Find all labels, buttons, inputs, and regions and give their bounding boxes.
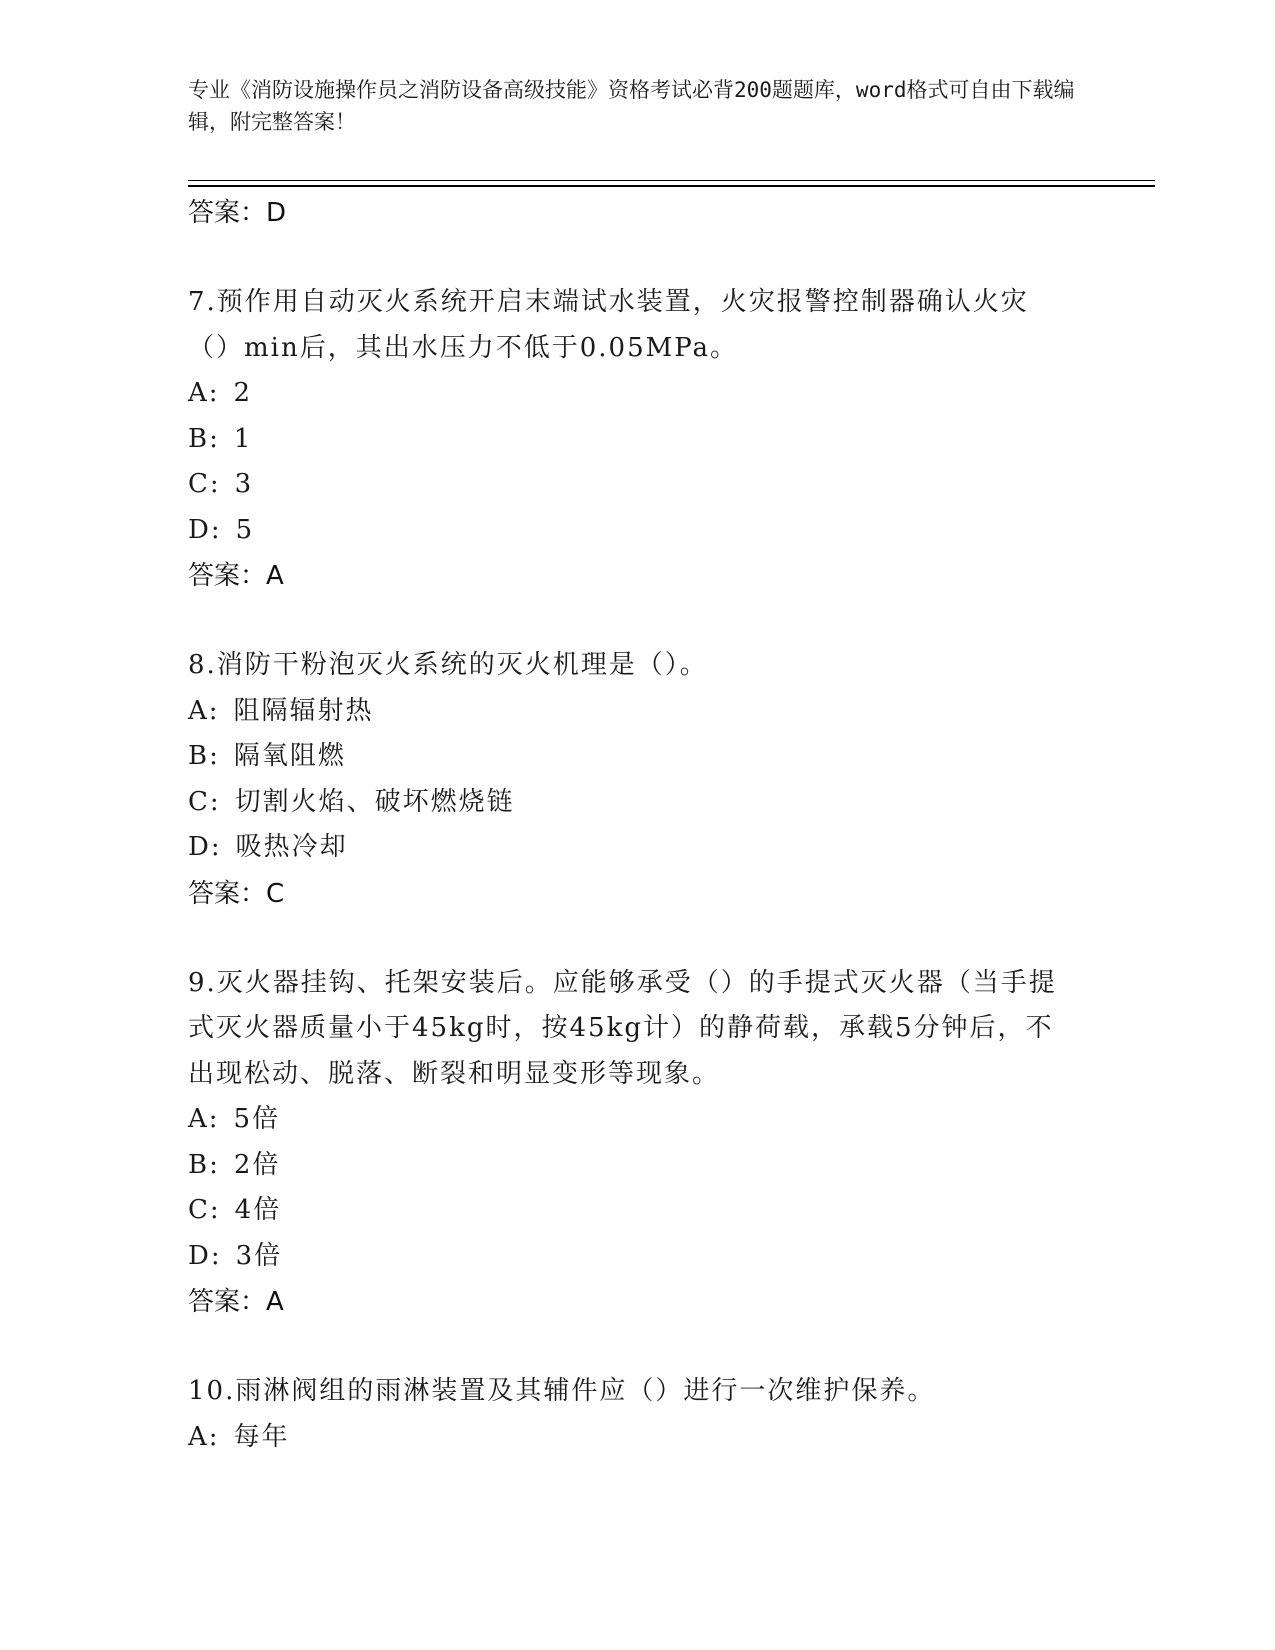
option-letter: A: (188, 1421, 220, 1452)
question-block-10 (188, 1369, 1068, 1460)
option-letter: B: (188, 423, 220, 454)
option-letter: A: (188, 695, 220, 726)
option-c (188, 462, 1068, 508)
option-text: 2倍 (233, 1149, 281, 1180)
option-letter: B: (188, 1149, 220, 1180)
option-d (188, 508, 1068, 554)
spacer (188, 599, 1068, 643)
option-letter: D: (188, 832, 222, 862)
question-text: 8.消防干粉泡灭火系统的灭火机理是（）。 (188, 650, 708, 680)
option-text: 每年 (233, 1421, 290, 1452)
option-letter: D: (188, 1240, 222, 1271)
option-b (188, 734, 1068, 780)
option-letter: A: (188, 1104, 220, 1134)
answer-text: 答案：A (188, 561, 284, 591)
option-a (188, 689, 1068, 735)
option-letter: A: (188, 378, 220, 408)
spacer (188, 917, 1068, 961)
option-b (188, 1143, 1068, 1189)
option-letter: C: (188, 469, 221, 499)
option-letter: D: (188, 514, 222, 545)
header-divider-thick (188, 185, 1155, 187)
option-d (188, 1234, 1068, 1280)
option-text: 5 (235, 514, 255, 545)
answer-text: 答案：A (188, 1287, 284, 1317)
question-block-9 (188, 961, 1068, 1326)
spacer (188, 236, 1068, 280)
option-text: 3 (234, 469, 254, 499)
answer-text: 答案：C (188, 878, 285, 909)
header-divider (188, 180, 1155, 181)
option-a (188, 1415, 1068, 1461)
question-text: 10.雨淋阀组的雨淋装置及其辅件应（）进行一次维护保养。 (188, 1376, 936, 1406)
option-a (188, 1097, 1068, 1143)
option-text: 2 (233, 378, 253, 408)
option-c (188, 1188, 1068, 1234)
option-d (188, 825, 1068, 871)
option-text: 隔氧阻燃 (233, 741, 346, 771)
option-text: 吸热冷却 (235, 832, 348, 862)
question-block-7 (188, 280, 1068, 599)
option-letter: B: (188, 741, 220, 771)
option-b (188, 417, 1068, 463)
option-a (188, 371, 1068, 417)
option-text: 3倍 (235, 1240, 283, 1271)
option-text: 1 (233, 423, 253, 454)
option-text: 阻隔辐射热 (233, 695, 374, 726)
option-c (188, 780, 1068, 826)
option-text: 4倍 (234, 1195, 282, 1225)
option-letter: C: (188, 786, 221, 817)
document-header-note: 专业《消防设施操作员之消防设备高级技能》资格考试必背200题题库，word格式可自由下载编辑，附完整答案！ (188, 78, 1075, 134)
option-text: 5倍 (233, 1104, 281, 1134)
question-block-8 (188, 643, 1068, 917)
previous-answer: 答案：D (188, 198, 287, 228)
document-content (188, 190, 1068, 1460)
option-letter: C: (188, 1195, 221, 1225)
option-text: 切割火焰、破坏燃烧链 (234, 786, 515, 817)
question-text: 7.预作用自动灭火系统开启末端试水装置，火灾报警控制器确认火灾（）min后，其出水压力不低于0.05MPa。 (188, 287, 1029, 363)
spacer (188, 1325, 1068, 1369)
question-text: 9.灭火器挂钩、托架安装后。应能够承受（）的手提式灭火器（当手提式灭火器质量小于45kg时，按45kg计）的静荷载，承载5分钟后，不出现松动、脱落、断裂和明显变形等现象。 (188, 967, 1057, 1089)
